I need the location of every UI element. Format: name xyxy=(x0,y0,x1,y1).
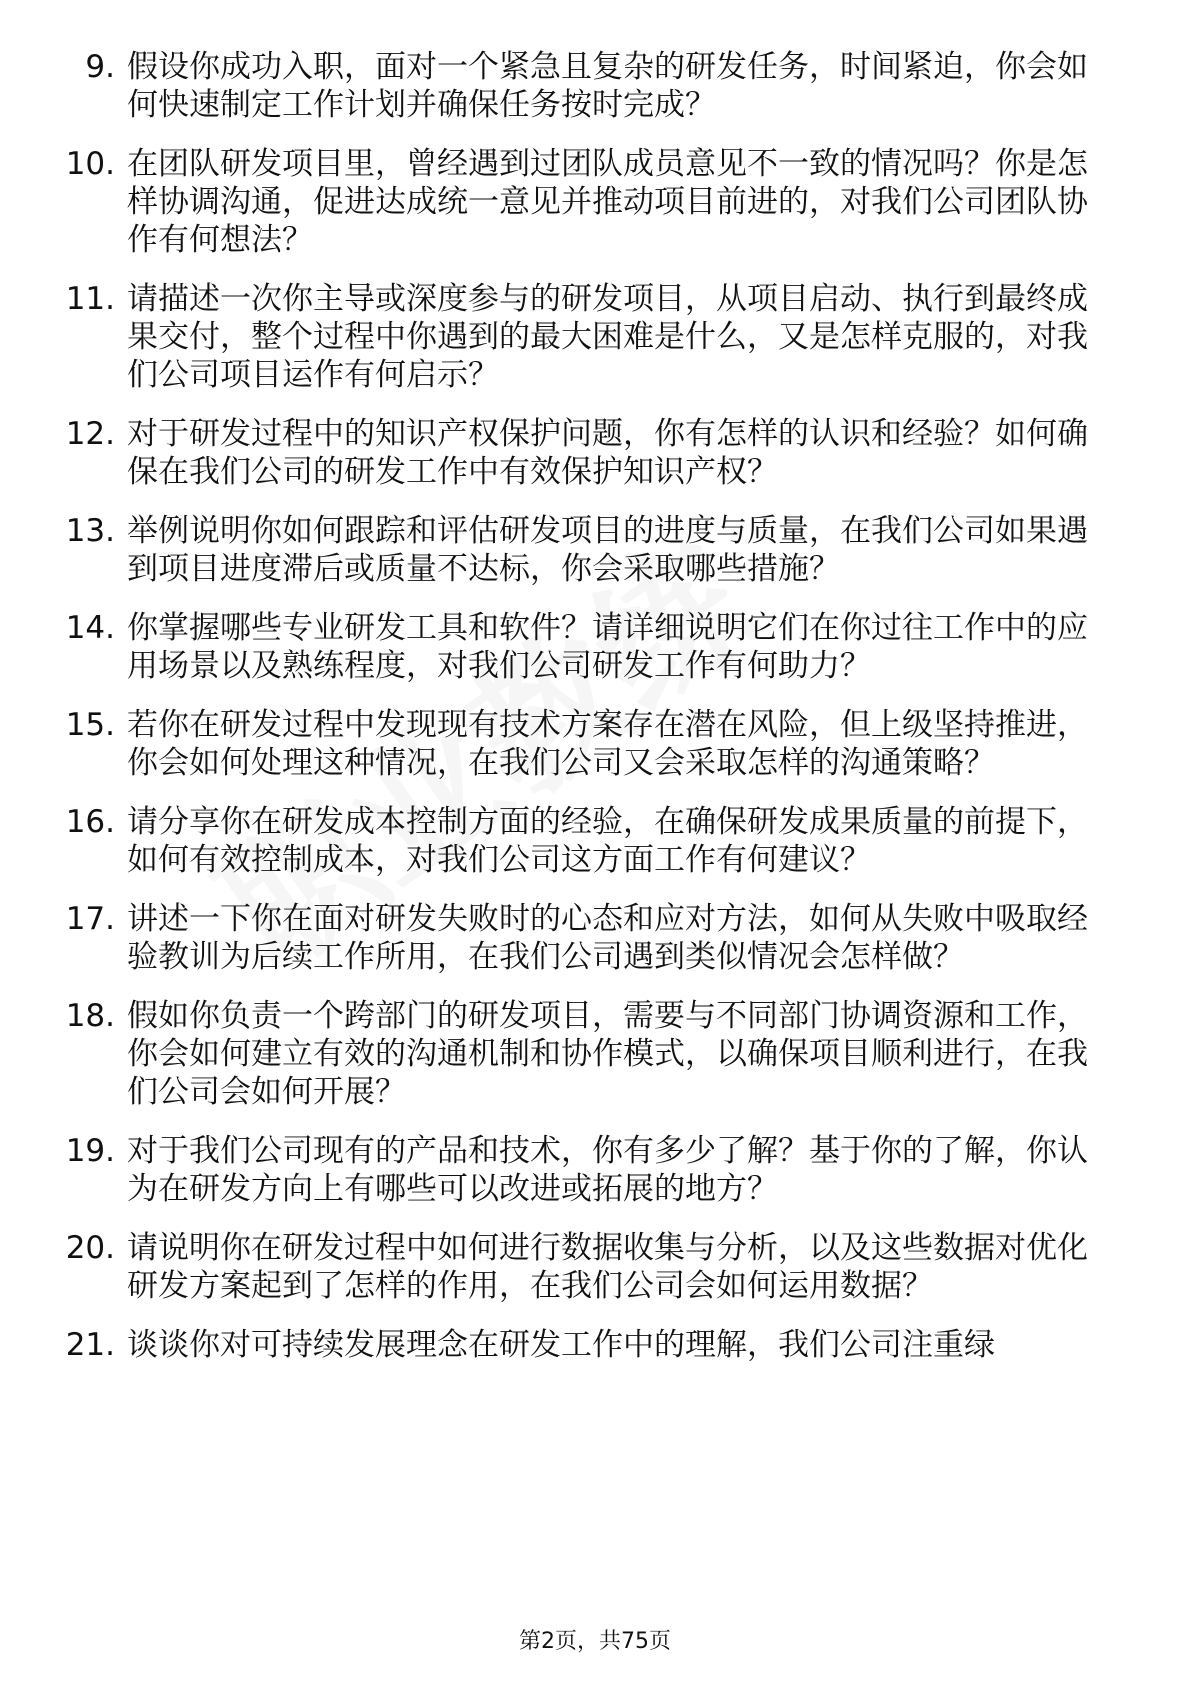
question-item xyxy=(0,415,1107,491)
question-number: 15. xyxy=(65,707,115,743)
question-text: 若你在研发过程中发现现有技术方案存在潜在风险，但上级坚持推进，你会如何处理这种情况，在我们公司又会采取怎样的沟通策略？ xyxy=(127,707,1088,781)
question-number: 12. xyxy=(65,416,115,452)
question-number: 19. xyxy=(65,1133,115,1169)
question-item xyxy=(0,48,1107,124)
question-item xyxy=(0,145,1107,259)
question-item xyxy=(0,803,1107,879)
question-text: 讲述一下你在面对研发失败时的心态和应对方法，如何从失败中吸取经验教训为后续工作所用，在我们公司遇到类似情况会怎样做？ xyxy=(127,901,1088,975)
question-number: 14. xyxy=(65,610,115,646)
question-item xyxy=(0,1132,1107,1208)
question-item xyxy=(0,900,1107,976)
question-number: 17. xyxy=(65,901,115,937)
question-item xyxy=(0,280,1107,394)
question-item xyxy=(0,1326,1107,1364)
question-text: 假设你成功入职，面对一个紧急且复杂的研发任务，时间紧迫，你会如何快速制定工作计划并确保任务按时完成？ xyxy=(127,49,1088,123)
question-text: 对于我们公司现有的产品和技术，你有多少了解？基于你的了解，你认为在研发方向上有哪些可以改进或拓展的地方？ xyxy=(127,1133,1088,1207)
question-text: 对于研发过程中的知识产权保护问题，你有怎样的认识和经验？如何确保在我们公司的研发工作中有效保护知识产权？ xyxy=(127,416,1088,490)
question-number: 20. xyxy=(65,1230,115,1266)
question-item xyxy=(0,706,1107,782)
question-number: 10. xyxy=(65,146,115,182)
question-number: 9. xyxy=(85,49,115,85)
question-text: 在团队研发项目里，曾经遇到过团队成员意见不一致的情况吗？你是怎样协调沟通，促进达成统一意见并推动项目前进的，对我们公司团队协作有何想法？ xyxy=(127,146,1088,258)
question-number: 16. xyxy=(65,804,115,840)
question-number: 18. xyxy=(65,998,115,1034)
question-item xyxy=(0,512,1107,588)
question-text: 请分享你在研发成本控制方面的经验，在确保研发成果质量的前提下，如何有效控制成本，对我们公司这方面工作有何建议？ xyxy=(127,804,1088,878)
question-number: 11. xyxy=(65,281,115,317)
question-text: 谈谈你对可持续发展理念在研发工作中的理解，我们公司注重绿 xyxy=(127,1327,995,1363)
question-text: 你掌握哪些专业研发工具和软件？请详细说明它们在你过往工作中的应用场景以及熟练程度，对我们公司研发工作有何助力？ xyxy=(127,610,1088,684)
question-list xyxy=(0,48,1190,1385)
question-number: 21. xyxy=(65,1327,115,1363)
question-text: 请描述一次你主导或深度参与的研发项目，从项目启动、执行到最终成果交付，整个过程中你遇到的最大困难是什么，又是怎样克服的，对我们公司项目运作有何启示？ xyxy=(127,281,1088,393)
question-item xyxy=(0,1229,1107,1305)
question-number: 13. xyxy=(65,513,115,549)
question-text: 假如你负责一个跨部门的研发项目，需要与不同部门协调资源和工作，你会如何建立有效的沟通机制和协作模式，以确保项目顺利进行，在我们公司会如何开展？ xyxy=(127,998,1088,1110)
question-text: 请说明你在研发过程中如何进行数据收集与分析，以及这些数据对优化研发方案起到了怎样的作用，在我们公司会如何运用数据？ xyxy=(127,1230,1088,1304)
page-footer: 第2页，共75页 xyxy=(519,1629,671,1654)
question-item xyxy=(0,609,1107,685)
question-text: 举例说明你如何跟踪和评估研发项目的进度与质量，在我们公司如果遇到项目进度滞后或质量不达标，你会采取哪些措施？ xyxy=(127,513,1088,587)
question-item xyxy=(0,997,1107,1111)
